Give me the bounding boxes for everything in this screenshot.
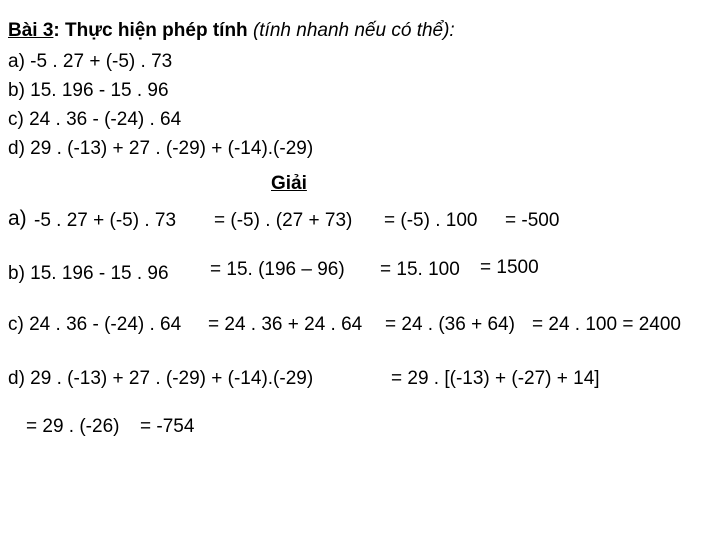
solution-b-step2: = 15. 100 — [380, 259, 460, 280]
exercise-colon: : — [53, 20, 66, 41]
solution-c-step3: = 24 . 100 = 2400 — [532, 314, 681, 335]
solution-d-step2: = 29 . (-26) — [26, 416, 120, 437]
exercise-label: Bài 3 — [8, 20, 54, 41]
solution-a-step3: = -500 — [505, 210, 560, 231]
solution-b-step3: = 1500 — [480, 257, 539, 278]
solution-c-expr: c) 24 . 36 - (-24) . 64 — [8, 314, 182, 335]
solution-d-step3: = -754 — [140, 416, 195, 437]
solution-a-expr: -5 . 27 + (-5) . 73 — [34, 210, 177, 231]
solution-c-step1: = 24 . 36 + 24 . 64 — [208, 314, 363, 335]
problem-a: a) -5 . 27 + (-5) . 73 — [8, 51, 173, 72]
solution-d-step1: = 29 . [(-13) + (-27) + 14] — [391, 368, 600, 389]
problem-b: b) 15. 196 - 15 . 96 — [8, 80, 169, 101]
solution-d-expr: d) 29 . (-13) + 27 . (-29) + (-14).(-29) — [8, 368, 314, 389]
solution-c-step2: = 24 . (36 + 64) — [385, 314, 515, 335]
solution-heading: Giải — [271, 173, 307, 194]
problem-c: c) 24 . 36 - (-24) . 64 — [8, 109, 182, 130]
problem-d: d) 29 . (-13) + 27 . (-29) + (-14).(-29) — [8, 138, 314, 159]
solution-a-label: a) — [8, 207, 27, 230]
exercise-note: (tính nhanh nếu có thể): — [252, 20, 455, 41]
solution-a-step2: = (-5) . 100 — [384, 210, 478, 231]
exercise-title — [8, 20, 455, 42]
solution-b-step1: = 15. (196 – 96) — [210, 259, 345, 280]
solution-b-expr: b) 15. 196 - 15 . 96 — [8, 263, 169, 284]
solution-a-step1: = (-5) . (27 + 73) — [214, 210, 353, 231]
exercise-title-text: Thực hiện phép tính — [65, 20, 253, 41]
